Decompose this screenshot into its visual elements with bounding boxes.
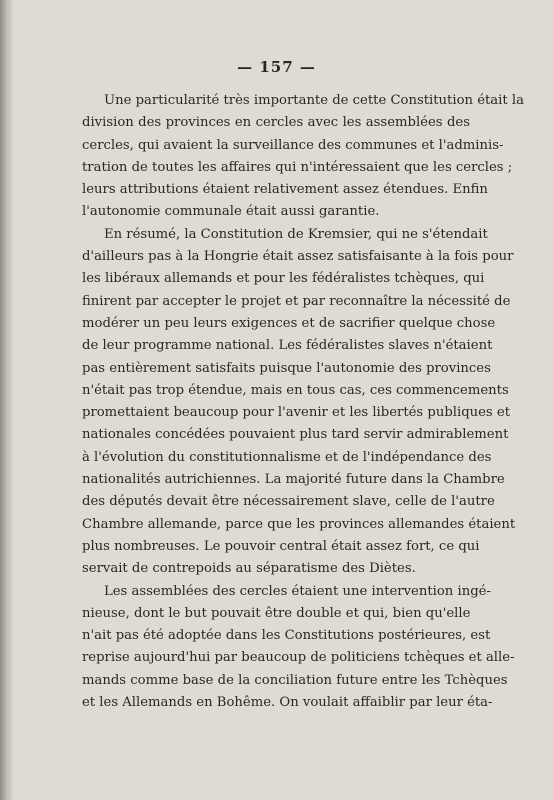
text-line: finirent par accepter le projet et par reconnaître la nécessité de bbox=[82, 293, 511, 309]
text-line: cercles, qui avaient la surveillance des communes et l'adminis- bbox=[82, 137, 504, 153]
text-line: Les assemblées des cercles étaient une intervention ingé- bbox=[104, 583, 491, 599]
text-line: En résumé, la Constitution de Kremsier, qui ne s'étendait bbox=[104, 226, 488, 242]
page-number: — 157 — bbox=[237, 58, 316, 76]
text-line: les libéraux allemands et pour les fédéralistes tchèques, qui bbox=[82, 271, 485, 287]
text-line: reprise aujourd'hui par beaucoup de politiciens tchèques et alle- bbox=[82, 650, 515, 666]
text-line: plus nombreuses. Le pouvoir central était assez fort, ce qui bbox=[82, 538, 480, 554]
text-line: à l'évolution du constitutionnalisme et de l'indépendance des bbox=[82, 449, 492, 465]
text-line: l'autonomie communale était aussi garantie. bbox=[82, 204, 380, 220]
text-line: n'était pas trop étendue, mais en tous cas, ces commencements bbox=[82, 382, 509, 398]
text-line: pas entièrement satisfaits puisque l'autonomie des provinces bbox=[82, 360, 491, 376]
text-line: division des provinces en cercles avec les assemblées des bbox=[82, 115, 470, 131]
text-line: modérer un peu leurs exigences et de sacrifier quelque chose bbox=[82, 315, 496, 331]
text-line: promettaient beaucoup pour l'avenir et les libertés publiques et bbox=[82, 405, 510, 421]
body-text bbox=[82, 90, 524, 714]
text-line: de leur programme national. Les fédéralistes slaves n'étaient bbox=[82, 338, 493, 354]
text-line: tration de toutes les affaires qui n'intéressaient que les cercles ; bbox=[82, 159, 513, 175]
text-line: leurs attributions étaient relativement assez étendues. Enfin bbox=[82, 182, 488, 198]
text-line: et les Allemands en Bohême. On voulait affaiblir par leur éta- bbox=[82, 695, 493, 711]
text-line: Chambre allemande, parce que les provinces allemandes étaient bbox=[82, 516, 516, 532]
text-line: mands comme base de la conciliation future entre les Tchèques bbox=[82, 672, 508, 688]
text-line: nationales concédées pouvaient plus tard servir admirablement bbox=[82, 427, 509, 443]
text-line: servait de contrepoids au séparatisme des Diètes. bbox=[82, 561, 416, 577]
text-line: d'ailleurs pas à la Hongrie était assez satisfaisante à la fois pour bbox=[82, 249, 514, 265]
text-line: n'ait pas été adoptée dans les Constitutions postérieures, est bbox=[82, 628, 491, 644]
text-line: nieuse, dont le but pouvait être double et qui, bien qu'elle bbox=[82, 605, 471, 621]
text-line: Une particularité très importante de cette Constitution était la bbox=[104, 93, 524, 108]
text-line: des députés devait être nécessairement slave, celle de l'autre bbox=[82, 494, 495, 510]
text-line: nationalités autrichiennes. La majorité future dans la Chambre bbox=[82, 472, 505, 488]
